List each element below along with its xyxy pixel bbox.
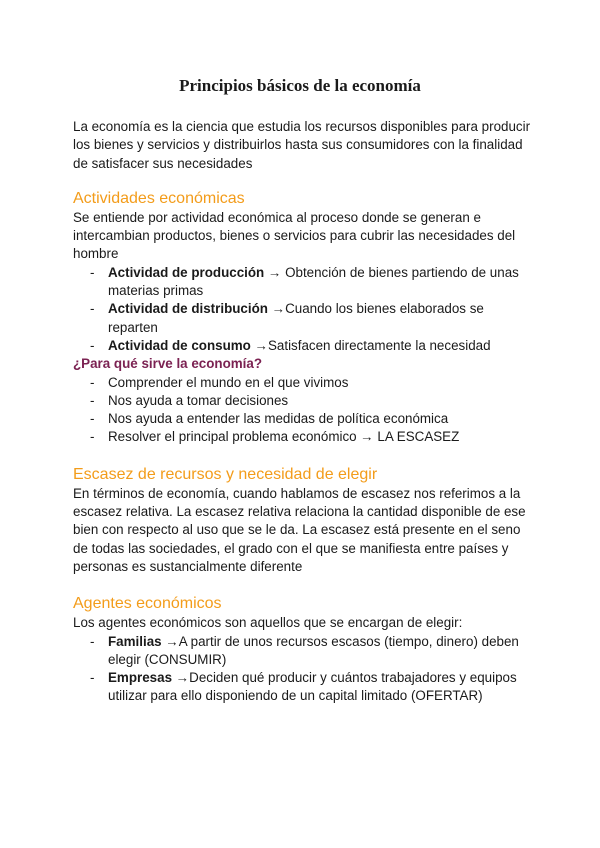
bullet-dash: - — [90, 264, 95, 280]
list-item — [73, 300, 533, 337]
bullet-dash: - — [90, 337, 95, 353]
list-item-desc: → Obtención de bienes partiendo de unas materias primas — [108, 264, 519, 299]
list-item — [73, 428, 533, 446]
list-item-term: Familias — [108, 633, 162, 649]
heading-escasez: Escasez de recursos y necesidad de elegir — [73, 465, 378, 483]
bullet-dash: - — [90, 670, 95, 686]
heading-actividades: Actividades económicas — [73, 189, 245, 207]
list-item-term: Actividad de producción — [108, 264, 265, 280]
list-item-desc: →Satisfacen directamente la necesidad — [250, 337, 491, 353]
list-item — [73, 374, 533, 392]
list-item — [73, 392, 533, 410]
actividades-paragraph: Se entiende por actividad económica al proceso donde se generan e intercambian productos, bienes o servicios para cubrir las necesidades del hombre — [73, 209, 516, 262]
document-body — [73, 118, 533, 706]
heading-agentes: Agentes económicos — [73, 595, 222, 613]
heading-para-que: ¿Para qué sirve la economía? — [73, 356, 263, 372]
list-item-desc: →Cuando los bienes elaborados se reparten — [108, 301, 484, 335]
bullet-dash: - — [90, 411, 95, 427]
bullet-dash: - — [90, 374, 95, 390]
section-gap — [73, 576, 533, 594]
escasez-paragraph: En términos de economía, cuando hablamos de escasez nos referimos a la escasez relativa. La escasez relativa relaciona la cantidad disponible de ese bien con respecto al uso que se le da. La escasez está presente en el seno de todas las sociedades, el grado con el que se manifiesta entre países y personas es sustancialmente diferente — [73, 485, 526, 574]
list-item-text: Nos ayuda a entender las medidas de política económica — [108, 411, 449, 427]
list-item-term: Empresas — [108, 670, 173, 686]
list-item-text: Comprender el mundo en el que vivimos — [108, 374, 349, 390]
para-que-list — [73, 374, 533, 447]
list-item-term: Actividad de consumo — [108, 337, 251, 353]
bullet-dash: - — [90, 429, 95, 445]
list-item — [73, 337, 533, 355]
list-item — [73, 633, 533, 670]
actividades-list — [73, 264, 533, 355]
agentes-list — [73, 633, 533, 706]
list-item — [73, 410, 533, 428]
list-item — [73, 264, 533, 301]
list-item-term: Actividad de distribución — [108, 301, 268, 317]
page-title: Principios básicos de la economía — [179, 76, 421, 95]
section-gap — [73, 447, 533, 465]
list-item-text: Resolver el principal problema económico → LA ESCASEZ — [108, 429, 460, 445]
bullet-dash: - — [90, 301, 95, 317]
intro-paragraph: La economía es la ciencia que estudia los recursos disponibles para producir los bienes y servicios y distribuirlos hasta sus consumidores con la finalidad de satisfacer sus necesidades — [73, 119, 531, 171]
bullet-dash: - — [90, 633, 95, 649]
list-item-desc: →Deciden qué producir y cuántos trabajadores y equipos utilizar para ello disponiendo de un capital limitado (OFERTAR) — [108, 670, 517, 704]
bullet-dash: - — [90, 392, 95, 408]
list-item — [73, 669, 533, 706]
list-item-text: Nos ayuda a tomar decisiones — [108, 392, 289, 408]
list-item-desc: →A partir de unos recursos escasos (tiempo, dinero) deben elegir (CONSUMIR) — [108, 633, 519, 667]
agentes-paragraph: Los agentes económicos son aquellos que se encargan de elegir: — [73, 615, 463, 631]
